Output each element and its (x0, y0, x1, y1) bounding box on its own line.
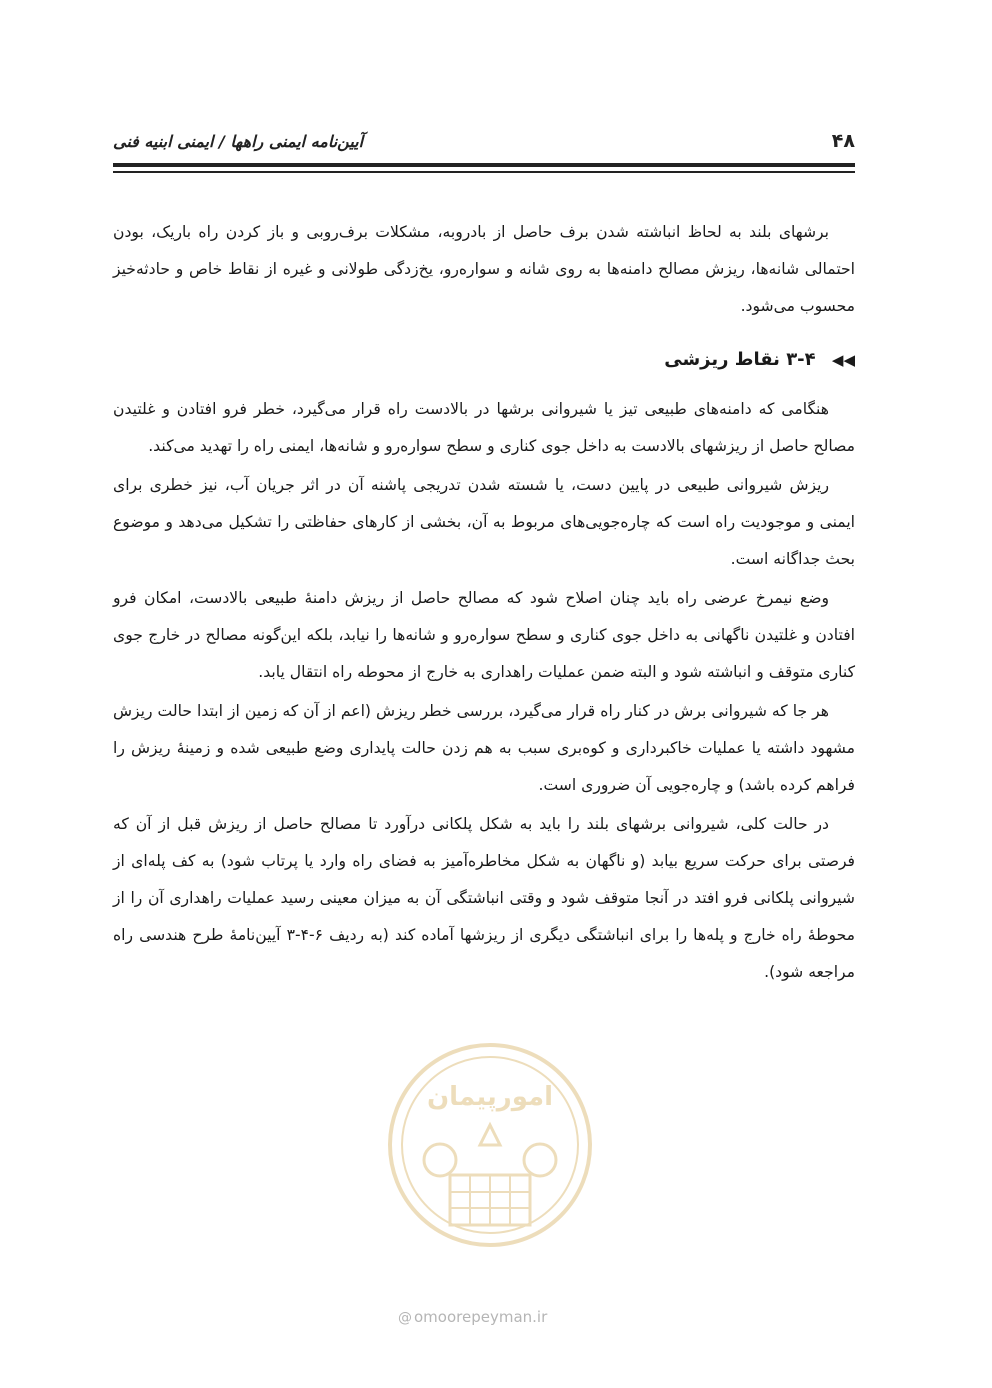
header-rule-thick (113, 163, 855, 167)
header-rule-thin (113, 171, 855, 173)
double-arrow-icon: ◀◀ (831, 351, 855, 369)
body-content (113, 214, 855, 993)
page-number: ۴۸ (831, 130, 855, 152)
body-paragraph: ریزش شیروانی طبیعی در پایین دست، یا شسته شدن تدریجی پاشنه آن در اثر جریان آب، نیز خطری برای ایمنی و موجودیت راه است که چاره‌جویی‌های مربوط به آن، بخشی از کارهای حفاظتی را تشکیل می‌دهد و موضوع بحث جداگانه است. (113, 476, 855, 568)
body-paragraph: هنگامی که دامنه‌های طبیعی تیز یا شیروانی برشها در بالادست راه قرار می‌گیرد، خطر فرو افتادن و غلتیدن مصالح حاصل از ریزشهای بالادست به داخل جوی کناری و سطح سواره‌رو و شانه‌ها، ایمنی راه را تهدید می‌کند. (113, 400, 855, 455)
intro-paragraph: برشهای بلند به لحاظ انباشته شدن برف حاصل از بادروبه، مشکلات برف‌روبی و باز کردن راه باریک، بودن احتمالی شانه‌ها، ریزش مصالح دامنه‌ها به روی شانه و سواره‌رو، یخ‌زدگی طولانی و غیره از نقاط خاص و حادثه‌خیز محسوب می‌شود. (113, 223, 855, 315)
section-heading (113, 343, 855, 377)
watermark-emblem-text: امورپیمان (426, 1082, 554, 1112)
page-header (113, 128, 855, 156)
body-paragraph: وضع نیمرخ عرضی راه باید چنان اصلاح شود که مصالح حاصل از ریزش دامنهٔ طبیعی بالادست، امکان فرو افتادن و غلتیدن ناگهانی به داخل جوی کناری و سطح سواره‌رو و شانه‌ها را نیابد، بلکه این‌گونه مصالح در خارج جوی کناری متوقف و انباشته شود و البته ضمن عملیات راهداری به خارج از محوطه راه انتقال یابد. (113, 589, 855, 681)
body-paragraph: هر جا که شیروانی برش در کنار راه قرار می‌گیرد، بررسی خطر ریزش (اعم از آن که زمین از ابتدا حالت ریزش مشهود داشته یا عملیات خاکبرداری و کوه‌بری سبب به هم زدن حالت پایداری وضع طبیعی شده و زمینهٔ ریزش را فراهم کرده باشد) و چاره‌جویی آن ضروری است. (113, 702, 855, 794)
body-paragraph: در حالت کلی، شیروانی برشهای بلند را باید به شکل پلکانی درآورد تا مصالح حاصل از ریزش قبل از آن که فرصتی برای حرکت سریع بیابد (و ناگهان به شکل مخاطره‌آمیز به فضای راه وارد یا پرتاب شود) به کف پله‌ای از شیروانی پلکانی فرو افتد در آنجا متوقف شود و وقتی انباشتگی آن به میزان معینی رسید عملیات راهداری آن را از محوطهٔ راه خارج و پله‌ها را برای انباشتگی دیگری از ریزشها آماده کند (به ردیف ۶-۴-۳ آیین‌نامهٔ طرح هندسی راه مراجعه شود). (113, 815, 856, 981)
watermark-url-text: omoorepeyman.ir (414, 1308, 548, 1326)
watermark-emblem-icon (385, 1040, 595, 1250)
section-heading-text: ۳-۴ نقاط ریزشی (664, 349, 816, 370)
running-title: آیین‌نامه ایمنی راهها / ایمنی ابنیه فنی (113, 132, 364, 151)
watermark-url (398, 1308, 547, 1326)
at-icon: @ (398, 1310, 412, 1326)
